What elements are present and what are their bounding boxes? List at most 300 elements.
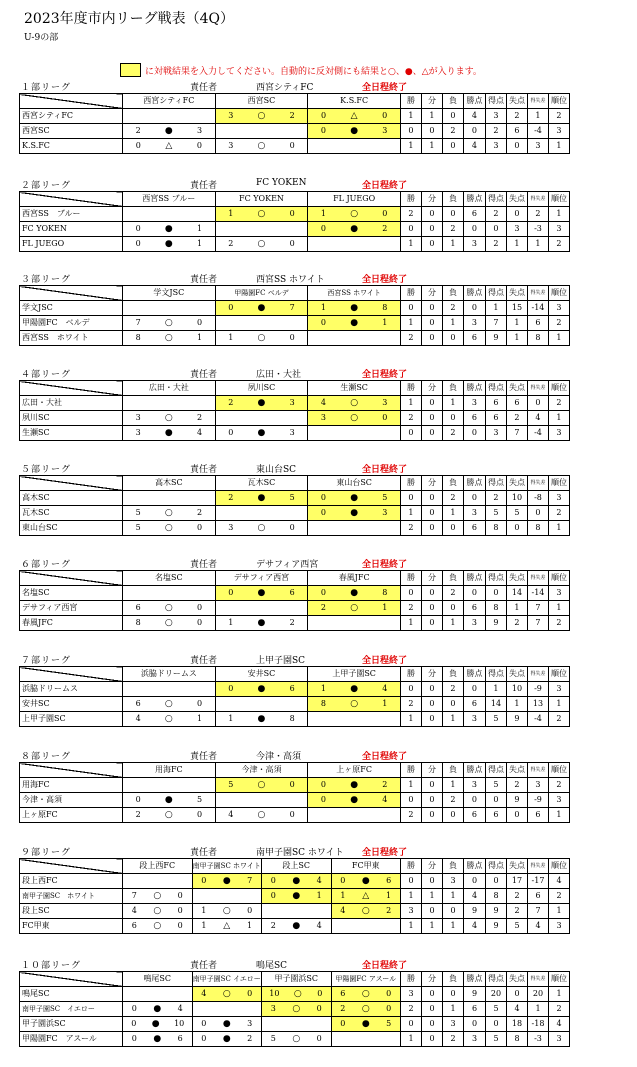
stat-header: 分 bbox=[421, 571, 442, 586]
league-4 bbox=[19, 367, 569, 441]
stat-value: 6 bbox=[485, 411, 506, 426]
goals-for: 3 bbox=[228, 141, 234, 150]
result-mark: ● bbox=[257, 303, 266, 313]
goals-for: 3 bbox=[135, 428, 141, 437]
result-mark: ● bbox=[153, 1034, 162, 1044]
opponent-header: 学文JSC bbox=[123, 286, 216, 301]
stat-value: 6 bbox=[463, 697, 485, 712]
stat-value: 1 bbox=[506, 697, 527, 712]
self-match-cell bbox=[308, 808, 401, 823]
stat-header: 勝 bbox=[400, 94, 421, 109]
result-mark: ● bbox=[257, 428, 266, 438]
goals-for: 4 bbox=[131, 906, 137, 915]
stat-header: 分 bbox=[421, 381, 442, 396]
result-mark: ○ bbox=[361, 989, 370, 999]
team-name: 段上西FC bbox=[20, 874, 123, 889]
stat-value: 1 bbox=[485, 682, 506, 697]
league-name: ４部リーグ bbox=[21, 370, 72, 380]
goals-for: 0 bbox=[270, 891, 276, 900]
stat-header: 順位 bbox=[548, 192, 569, 207]
stat-value: 2 bbox=[400, 521, 421, 536]
stat-header: 得失差 bbox=[527, 192, 548, 207]
match-result-cell[interactable] bbox=[308, 601, 401, 616]
match-result-cell[interactable] bbox=[308, 586, 401, 601]
result-mark: ○ bbox=[164, 508, 173, 518]
self-match-cell bbox=[215, 124, 308, 139]
self-match-cell bbox=[308, 237, 401, 252]
self-match-cell bbox=[331, 1032, 401, 1047]
match-score bbox=[216, 207, 308, 221]
stat-value: 2 bbox=[548, 616, 569, 631]
stat-value: 3 bbox=[485, 109, 506, 124]
stat-value: 13 bbox=[527, 697, 548, 712]
status-badge: 全日程終了 bbox=[362, 370, 408, 380]
stat-value: 2 bbox=[548, 237, 569, 252]
stat-value: 0 bbox=[400, 586, 421, 601]
responsible-team: 南甲子園SC ホワイト bbox=[256, 848, 344, 858]
opponent-header: 鳴尾SC bbox=[123, 972, 193, 987]
goals-for: 0 bbox=[340, 1019, 346, 1028]
league-table bbox=[19, 380, 570, 441]
stat-value: 1 bbox=[548, 139, 569, 154]
stat-header: 負 bbox=[442, 381, 463, 396]
stat-value: 18 bbox=[507, 1017, 528, 1032]
stat-value: 1 bbox=[443, 1002, 464, 1017]
match-score bbox=[216, 237, 308, 251]
match-result-cell bbox=[123, 697, 216, 712]
team-name: 用海FC bbox=[20, 778, 123, 793]
stat-value: 1 bbox=[442, 616, 463, 631]
result-mark: ○ bbox=[257, 141, 266, 151]
result-mark: ○ bbox=[257, 780, 266, 790]
match-result-cell[interactable] bbox=[308, 222, 401, 237]
stat-header: 順位 bbox=[549, 972, 570, 987]
stat-value: 2 bbox=[400, 411, 421, 426]
stat-value: 0 bbox=[422, 1032, 443, 1047]
goals-against: 0 bbox=[247, 906, 253, 915]
stat-value: 1 bbox=[400, 139, 421, 154]
status-badge: 全日程終了 bbox=[362, 83, 408, 93]
stat-value: 2 bbox=[442, 301, 463, 316]
match-result-cell[interactable] bbox=[192, 874, 262, 889]
league-1 bbox=[19, 80, 569, 154]
match-result-cell bbox=[123, 426, 216, 441]
match-result-cell[interactable] bbox=[308, 697, 401, 712]
result-mark: ○ bbox=[153, 921, 162, 931]
match-result-cell[interactable] bbox=[215, 778, 308, 793]
stat-value: 1 bbox=[548, 411, 569, 426]
league-header bbox=[19, 367, 569, 380]
stat-value: 2 bbox=[549, 1002, 570, 1017]
stat-value: 17 bbox=[507, 874, 528, 889]
goals-against: 8 bbox=[382, 303, 388, 312]
goals-for: 8 bbox=[135, 333, 141, 342]
stat-value: 1 bbox=[442, 237, 463, 252]
match-score bbox=[308, 601, 400, 615]
match-score bbox=[123, 904, 192, 918]
stat-value: 9 bbox=[485, 616, 506, 631]
goals-for: 0 bbox=[270, 876, 276, 885]
match-score bbox=[123, 521, 215, 535]
table-header-row bbox=[20, 571, 570, 586]
match-result-cell[interactable] bbox=[308, 778, 401, 793]
stat-value: -18 bbox=[528, 1017, 549, 1032]
goals-against: 4 bbox=[382, 684, 388, 693]
stat-value: 3 bbox=[443, 874, 464, 889]
stat-value: 20 bbox=[486, 987, 507, 1002]
match-result-cell[interactable] bbox=[308, 682, 401, 697]
stat-value: 0 bbox=[421, 506, 442, 521]
stat-value: 1 bbox=[442, 396, 463, 411]
stat-value: 0 bbox=[422, 987, 443, 1002]
result-mark: ○ bbox=[164, 603, 173, 613]
result-mark: △ bbox=[362, 891, 370, 901]
match-result-cell bbox=[215, 712, 308, 727]
goals-against: 7 bbox=[289, 303, 295, 312]
page-subtitle: U-9の部 bbox=[24, 33, 59, 43]
stat-value: 4 bbox=[463, 109, 485, 124]
goals-for: 2 bbox=[135, 126, 141, 135]
stat-value: 6 bbox=[527, 808, 548, 823]
result-mark: ● bbox=[257, 398, 266, 408]
stat-value: 0 bbox=[422, 904, 443, 919]
league-2 bbox=[19, 178, 569, 252]
goals-against: 0 bbox=[289, 209, 295, 218]
self-match-cell bbox=[262, 1017, 332, 1032]
match-score bbox=[123, 222, 215, 236]
goals-against: 2 bbox=[196, 508, 203, 517]
page-title: 2023年度市内リーグ戦表（4Q） bbox=[24, 11, 235, 27]
opponent-header: 上甲子園SC bbox=[308, 667, 401, 682]
goals-for: 4 bbox=[135, 714, 141, 723]
match-result-cell[interactable] bbox=[308, 411, 401, 426]
self-match-cell bbox=[123, 301, 216, 316]
status-badge: 全日程終了 bbox=[362, 656, 408, 666]
league-7 bbox=[19, 653, 569, 727]
stat-value: 9 bbox=[506, 712, 527, 727]
status-badge: 全日程終了 bbox=[362, 848, 408, 858]
goals-for: 5 bbox=[270, 1034, 276, 1043]
match-result-cell[interactable] bbox=[262, 1002, 332, 1017]
team-name: 名塩SC bbox=[20, 586, 123, 601]
match-result-cell[interactable] bbox=[215, 586, 308, 601]
stat-value: 0 bbox=[421, 426, 442, 441]
stat-value: 6 bbox=[464, 1002, 486, 1017]
stat-value: 0 bbox=[422, 874, 443, 889]
team-name: 南甲子園SC イエロー bbox=[20, 1002, 123, 1017]
match-score bbox=[123, 712, 215, 726]
stat-value: 3 bbox=[548, 586, 569, 601]
goals-for: 6 bbox=[135, 603, 141, 612]
self-match-cell bbox=[308, 712, 401, 727]
table-row bbox=[20, 506, 570, 521]
stat-value: 3 bbox=[401, 904, 422, 919]
match-result-cell bbox=[215, 139, 308, 154]
result-mark: ● bbox=[292, 891, 301, 901]
stat-value: 1 bbox=[442, 316, 463, 331]
stat-value: 7 bbox=[485, 316, 506, 331]
stat-header: 勝 bbox=[400, 571, 421, 586]
stat-value: 3 bbox=[548, 222, 569, 237]
goals-for: 0 bbox=[135, 795, 141, 804]
stat-value: 6 bbox=[463, 808, 485, 823]
result-mark: ● bbox=[222, 1034, 231, 1044]
stat-value: 2 bbox=[548, 109, 569, 124]
stat-value: 0 bbox=[506, 139, 527, 154]
opponent-header: 南甲子園SC ホワイト bbox=[192, 859, 262, 874]
stat-value: 14 bbox=[485, 697, 506, 712]
match-score bbox=[123, 1017, 192, 1031]
match-score bbox=[216, 301, 308, 315]
stat-value: 3 bbox=[527, 139, 548, 154]
stat-value: 2 bbox=[507, 904, 528, 919]
corner-cell bbox=[20, 972, 123, 987]
stat-value: 9 bbox=[506, 793, 527, 808]
match-result-cell[interactable] bbox=[262, 987, 332, 1002]
result-mark: ● bbox=[164, 239, 173, 249]
match-result-cell[interactable] bbox=[331, 904, 401, 919]
stat-value: 0 bbox=[485, 586, 506, 601]
corner-cell bbox=[20, 286, 123, 301]
goals-against: 7 bbox=[247, 876, 253, 885]
stat-value: 3 bbox=[485, 426, 506, 441]
result-mark: ● bbox=[151, 1019, 160, 1029]
match-result-cell bbox=[192, 919, 262, 934]
stat-value: 6 bbox=[506, 396, 527, 411]
match-score bbox=[123, 411, 215, 425]
team-name: 西宮SC bbox=[20, 124, 123, 139]
team-name: FC甲東 bbox=[20, 919, 123, 934]
match-result-cell[interactable] bbox=[308, 506, 401, 521]
stat-value: 0 bbox=[506, 207, 527, 222]
goals-for: 2 bbox=[228, 493, 234, 502]
goals-against: 4 bbox=[316, 921, 322, 930]
stat-value: 2 bbox=[442, 124, 463, 139]
match-result-cell[interactable] bbox=[215, 109, 308, 124]
self-match-cell bbox=[331, 919, 401, 934]
stat-header: 得点 bbox=[485, 476, 506, 491]
match-score bbox=[308, 396, 400, 410]
match-result-cell[interactable] bbox=[308, 316, 401, 331]
goals-for: 7 bbox=[131, 891, 137, 900]
match-score bbox=[308, 411, 400, 425]
self-match-cell bbox=[308, 331, 401, 346]
stat-value: 6 bbox=[463, 521, 485, 536]
match-result-cell[interactable] bbox=[308, 301, 401, 316]
responsible-label: 責任者 bbox=[190, 752, 218, 762]
stat-header: 順位 bbox=[548, 667, 569, 682]
stat-value: 1 bbox=[400, 109, 421, 124]
stat-value: 2 bbox=[442, 426, 463, 441]
match-result-cell[interactable] bbox=[331, 987, 401, 1002]
stat-value: 1 bbox=[527, 109, 548, 124]
match-result-cell[interactable] bbox=[308, 124, 401, 139]
league-10 bbox=[19, 958, 569, 1047]
match-result-cell[interactable] bbox=[215, 396, 308, 411]
match-score bbox=[216, 682, 308, 696]
stat-value: 4 bbox=[527, 411, 548, 426]
team-name: 段上SC bbox=[20, 904, 123, 919]
match-score bbox=[216, 808, 308, 822]
stat-value: 0 bbox=[463, 222, 485, 237]
goals-against: 3 bbox=[289, 398, 295, 407]
result-mark: ○ bbox=[164, 714, 173, 724]
table-row bbox=[20, 1017, 570, 1032]
goals-against: 6 bbox=[177, 1034, 183, 1043]
match-result-cell[interactable] bbox=[308, 793, 401, 808]
responsible-label: 責任者 bbox=[190, 560, 218, 570]
match-result-cell[interactable] bbox=[308, 207, 401, 222]
stat-value: 0 bbox=[421, 396, 442, 411]
goals-for: 0 bbox=[135, 141, 141, 150]
match-result-cell[interactable] bbox=[331, 1017, 401, 1032]
stat-value: 8 bbox=[507, 1032, 528, 1047]
stat-header: 得点 bbox=[486, 859, 507, 874]
team-name: 今津・高須 bbox=[20, 793, 123, 808]
goals-against: 0 bbox=[196, 318, 203, 327]
result-mark: ● bbox=[257, 684, 266, 694]
match-result-cell[interactable] bbox=[331, 889, 401, 904]
stat-value: 1 bbox=[549, 904, 570, 919]
stat-header: 失点 bbox=[506, 286, 527, 301]
self-match-cell bbox=[123, 874, 193, 889]
match-score bbox=[193, 987, 262, 1001]
opponent-header: 高木SC bbox=[123, 476, 216, 491]
self-match-cell bbox=[308, 616, 401, 631]
goals-for: 4 bbox=[340, 906, 346, 915]
stat-value: 0 bbox=[442, 139, 463, 154]
match-result-cell[interactable] bbox=[192, 987, 262, 1002]
status-badge: 全日程終了 bbox=[362, 961, 408, 971]
stat-value: 0 bbox=[421, 778, 442, 793]
stat-value: 2 bbox=[442, 491, 463, 506]
table-header-row bbox=[20, 476, 570, 491]
match-score bbox=[308, 316, 400, 330]
stat-header: 失点 bbox=[506, 667, 527, 682]
goals-for: 4 bbox=[320, 398, 326, 407]
match-result-cell[interactable] bbox=[215, 301, 308, 316]
goals-for: 0 bbox=[320, 224, 326, 233]
match-result-cell[interactable] bbox=[331, 1002, 401, 1017]
league-table bbox=[19, 475, 570, 536]
stat-header: 順位 bbox=[548, 763, 569, 778]
goals-against: 4 bbox=[316, 876, 322, 885]
stat-value: -17 bbox=[528, 874, 549, 889]
stat-value: 1 bbox=[506, 316, 527, 331]
table-row bbox=[20, 521, 570, 536]
opponent-header: FC YOKEN bbox=[215, 192, 308, 207]
league-table bbox=[19, 762, 570, 823]
match-score bbox=[216, 426, 308, 440]
corner-cell bbox=[20, 94, 123, 109]
match-result-cell[interactable] bbox=[308, 396, 401, 411]
stat-value: 0 bbox=[463, 491, 485, 506]
stat-value: 3 bbox=[485, 139, 506, 154]
team-name: 瓦木SC bbox=[20, 506, 123, 521]
goals-for: 7 bbox=[135, 318, 141, 327]
match-score bbox=[123, 139, 215, 153]
table-row bbox=[20, 889, 570, 904]
team-name: FC YOKEN bbox=[20, 222, 123, 237]
league-name: ８部リーグ bbox=[21, 752, 72, 762]
goals-for: 2 bbox=[270, 921, 276, 930]
result-mark: ○ bbox=[350, 699, 359, 709]
table-row bbox=[20, 237, 570, 252]
match-result-cell[interactable] bbox=[308, 491, 401, 506]
stat-value: 2 bbox=[506, 778, 527, 793]
stat-value: 2 bbox=[442, 682, 463, 697]
goals-against: 10 bbox=[174, 1019, 185, 1028]
match-score bbox=[216, 331, 308, 345]
stat-header: 負 bbox=[442, 763, 463, 778]
stat-value: 3 bbox=[549, 1032, 570, 1047]
match-result-cell[interactable] bbox=[215, 207, 308, 222]
result-mark: ○ bbox=[153, 906, 162, 916]
league-6 bbox=[19, 557, 569, 631]
stat-value: 8 bbox=[527, 331, 548, 346]
stat-header: 負 bbox=[442, 94, 463, 109]
stat-value: 5 bbox=[485, 712, 506, 727]
stat-value: 0 bbox=[401, 874, 422, 889]
goals-against: 0 bbox=[316, 1034, 322, 1043]
match-result-cell bbox=[123, 712, 216, 727]
match-result-cell[interactable] bbox=[331, 874, 401, 889]
stat-value: 0 bbox=[421, 124, 442, 139]
table-row bbox=[20, 426, 570, 441]
match-score bbox=[123, 889, 192, 903]
opponent-header: 段上西FC bbox=[123, 859, 193, 874]
match-result-cell[interactable] bbox=[215, 682, 308, 697]
league-5 bbox=[19, 462, 569, 536]
stat-header: 順位 bbox=[548, 94, 569, 109]
match-score bbox=[262, 889, 331, 903]
goals-for: 1 bbox=[228, 209, 234, 218]
match-result-cell[interactable] bbox=[215, 491, 308, 506]
match-score bbox=[123, 616, 215, 630]
goals-for: 0 bbox=[320, 126, 326, 135]
table-row bbox=[20, 987, 570, 1002]
team-name: 西宮シティFC bbox=[20, 109, 123, 124]
status-badge: 全日程終了 bbox=[362, 752, 408, 762]
opponent-header: FC甲東 bbox=[331, 859, 401, 874]
stat-value: 1 bbox=[506, 331, 527, 346]
team-name: 甲子園浜SC bbox=[20, 1017, 123, 1032]
goals-against: 0 bbox=[317, 989, 323, 998]
league-header bbox=[19, 178, 569, 191]
match-result-cell[interactable] bbox=[262, 889, 332, 904]
result-mark: ● bbox=[164, 126, 173, 136]
goals-against: 0 bbox=[289, 239, 295, 248]
goals-against: 0 bbox=[289, 523, 295, 532]
goals-for: 8 bbox=[320, 699, 326, 708]
goals-against: 2 bbox=[386, 906, 392, 915]
result-mark: ● bbox=[350, 493, 359, 503]
goals-against: 3 bbox=[382, 126, 388, 135]
goals-against: 0 bbox=[289, 780, 295, 789]
table-header-row bbox=[20, 286, 570, 301]
stat-header: 勝 bbox=[400, 476, 421, 491]
corner-cell bbox=[20, 381, 123, 396]
stat-header: 負 bbox=[442, 667, 463, 682]
table-header-row bbox=[20, 192, 570, 207]
match-result-cell[interactable] bbox=[262, 874, 332, 889]
result-mark: ○ bbox=[257, 523, 266, 533]
match-result-cell[interactable] bbox=[308, 109, 401, 124]
stat-value: 9 bbox=[464, 904, 486, 919]
league-8 bbox=[19, 749, 569, 823]
stat-header: 得失差 bbox=[528, 859, 549, 874]
stat-value: 6 bbox=[485, 396, 506, 411]
